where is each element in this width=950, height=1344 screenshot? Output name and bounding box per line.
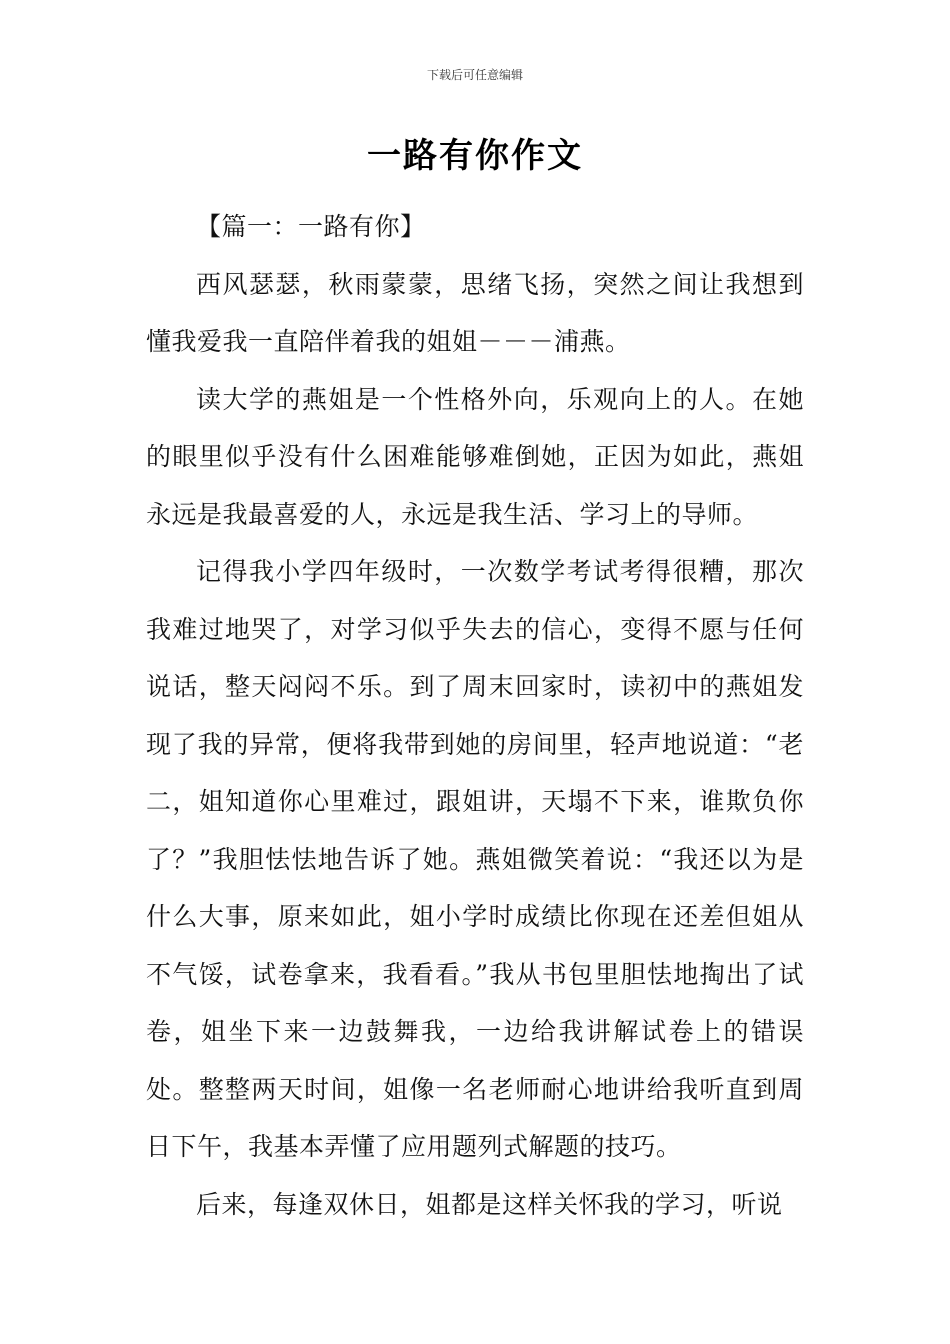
page-title: 一路有你作文 xyxy=(367,136,583,176)
document-body xyxy=(146,198,804,1233)
section-heading: 【篇一：一路有你】 xyxy=(196,212,426,241)
paragraph-1: 西风瑟瑟，秋雨蒙蒙，思绪飞扬，突然之间让我想到懂我爱我一直陪伴着我的姐姐－－－浦燕。 xyxy=(146,269,804,356)
header-note: 下载后可任意编辑 xyxy=(426,68,523,82)
paragraph-3: 记得我小学四年级时，一次数学考试考得很糟，那次我难过地哭了，对学习似乎失去的信心，变得不愿与任何说话，整天闷闷不乐。到了周末回家时，读初中的燕姐发现了我的异常，便将我带到她的房间里，轻声地说道：“老二，姐知道你心里难过，跟姐讲，天塌不下来，谁欺负你了？”我胆怯怯地告诉了她。燕姐微笑着说：“我还以为是什么大事，原来如此，姐小学时成绩比你现在还差但姐从不气馁，试卷拿来，我看看。”我从书包里胆怯地掏出了试卷，姐坐下来一边鼓舞我，一边给我讲解试卷上的错误处。整整两天时间，姐像一名老师耐心地讲给我听直到周日下午，我基本弄懂了应用题列式解题的技巧。 xyxy=(146,557,804,1161)
paragraph-2: 读大学的燕姐是一个性格外向，乐观向上的人。在她的眼里似乎没有什么困难能够难倒她，正因为如此，燕姐永远是我最喜爱的人，永远是我生活、学习上的导师。 xyxy=(146,384,804,529)
paragraph-4: 后来，每逢双休日，姐都是这样关怀我的学习，听说 xyxy=(196,1189,783,1219)
